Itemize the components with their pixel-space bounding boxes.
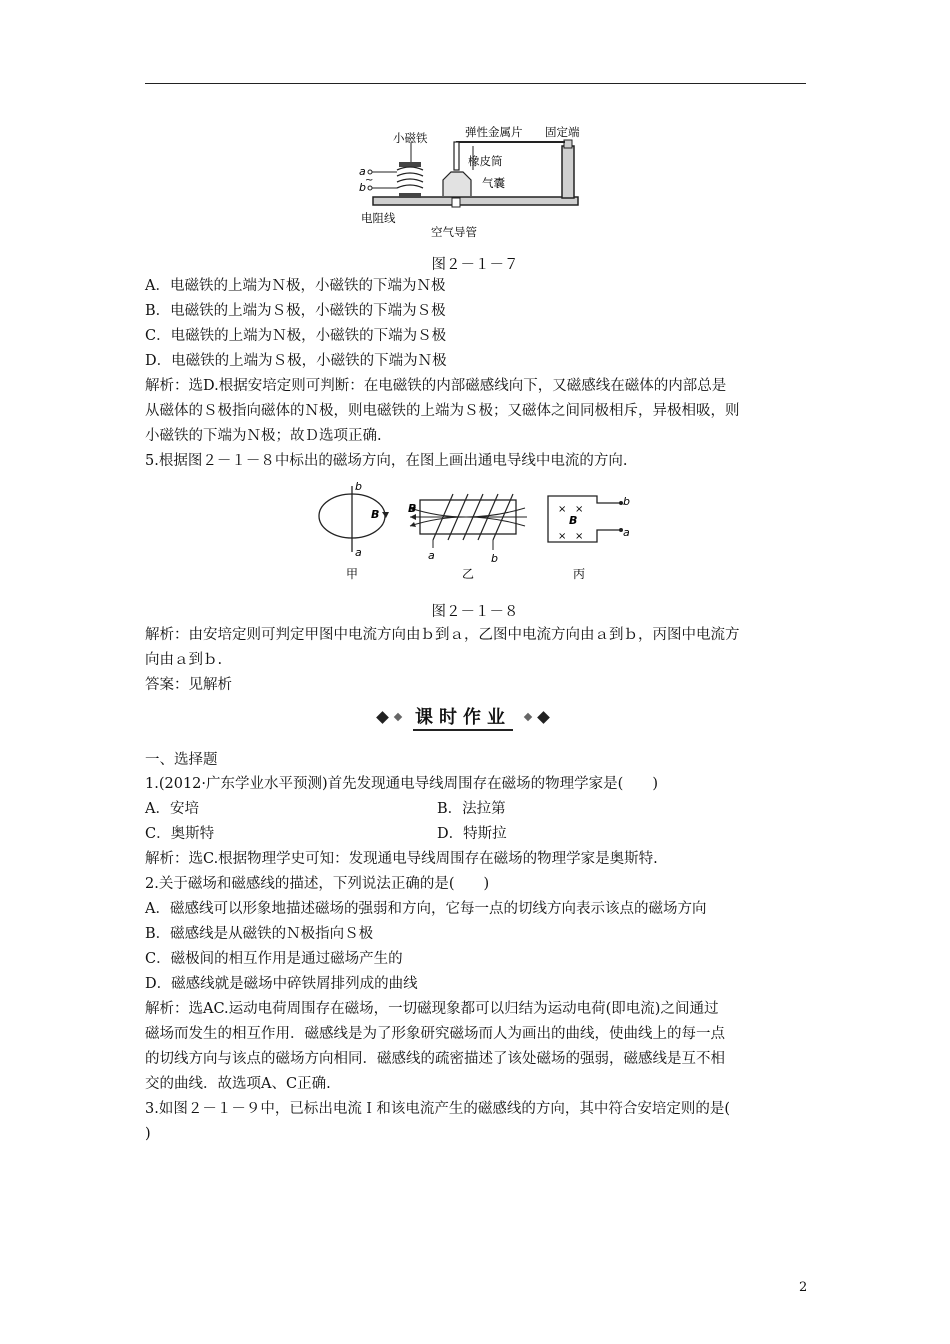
fig8-yi-label: 乙 xyxy=(462,567,475,581)
q4-option-c: C．电磁铁的上端为Ｎ极，小磁铁的下端为Ｓ极 xyxy=(145,328,447,344)
q1-question: 1.(2012·广东学业水平预测)首先发现通电导线周围存在磁场的物理学家是( ) xyxy=(145,776,658,792)
page-number: 2 xyxy=(799,1280,808,1295)
label-metal-sheet: 弹性金属片 xyxy=(465,125,523,139)
fig8-jia-a: a xyxy=(355,546,362,559)
q4-option-d: D．电磁铁的上端为Ｓ极，小磁铁的下端为Ｎ极 xyxy=(145,353,447,369)
fig8-jia-B: B xyxy=(371,508,380,521)
q4-option-b: B．电磁铁的上端为Ｓ极，小磁铁的下端为Ｓ极 xyxy=(145,303,446,319)
label-a: a xyxy=(359,165,366,178)
diamond-icon xyxy=(537,711,550,724)
label-tilde: ~ xyxy=(365,175,374,186)
diamond-small-icon xyxy=(524,713,532,721)
fig8-yi-b: b xyxy=(491,552,498,565)
fig8-bing-b: b xyxy=(623,495,630,508)
q2-analysis-line-2: 磁场而发生的相互作用．磁感线是为了形象研究磁场而人为画出的曲线，使曲线上的每一点 xyxy=(145,1026,725,1042)
q2-option-a: A．磁感线可以形象地描述磁场的强弱和方向，它每一点的切线方向表示该点的磁场方向 xyxy=(145,901,707,917)
q2-option-d: D．磁感线就是磁场中碎铁屑排列成的曲线 xyxy=(145,976,418,992)
label-fixed-end: 固定端 xyxy=(545,125,580,139)
q1-option-c: C．奥斯特 xyxy=(145,826,215,842)
q1-analysis: 解析：选C.根据物理学史可知：发现通电导线周围存在磁场的物理学家是奥斯特. xyxy=(145,851,658,867)
figure-2-1-7 xyxy=(355,118,590,242)
fig8-bing-x1: × xyxy=(558,504,567,515)
q5-analysis-line-1: 解析：由安培定则可判定甲图中电流方向由ｂ到ａ，乙图中电流方向由ａ到ｂ，丙图中电流方 xyxy=(145,627,740,643)
diamond-small-icon xyxy=(394,713,402,721)
fig8-yi-a: a xyxy=(428,549,435,562)
q2-option-b: B．磁感线是从磁铁的Ｎ极指向Ｓ极 xyxy=(145,926,374,942)
fig8-jia-b: b xyxy=(355,480,362,493)
q1-option-b: B．法拉第 xyxy=(437,801,506,817)
q2-analysis-line-3: 的切线方向与该点的磁场方向相同．磁感线的疏密描述了该处磁场的强弱，磁感线是互不相 xyxy=(145,1051,725,1067)
q5-answer: 答案：见解析 xyxy=(145,677,232,693)
fig8-bing-label: 丙 xyxy=(573,567,586,581)
q2-analysis-line-4: 交的曲线．故选项A、C正确. xyxy=(145,1076,331,1092)
diamond-icon xyxy=(376,711,389,724)
q3-question-line-1: 3.如图２－１－９中，已标出电流Ｉ和该电流产生的磁感线的方向，其中符合安培定则的是( xyxy=(145,1101,730,1117)
q5-analysis-line-2: 向由ａ到ｂ. xyxy=(145,652,223,668)
label-rubber-tube: 橡皮筒 xyxy=(468,154,503,168)
q1-option-a: A．安培 xyxy=(145,801,199,817)
q4-option-a: A．电磁铁的上端为Ｎ极，小磁铁的下端为Ｎ极 xyxy=(145,278,446,294)
fig8-bing-x2: × xyxy=(575,504,584,515)
fig8-jia-label: 甲 xyxy=(346,567,359,581)
label-b: b xyxy=(359,181,366,194)
section-banner xyxy=(0,703,950,729)
q2-option-c: C．磁极间的相互作用是通过磁场产生的 xyxy=(145,951,403,967)
figure-8-caption: 图２－１－８ xyxy=(431,604,519,620)
section-heading: 一、选择题 xyxy=(145,752,218,768)
label-resistance-wire: 电阻线 xyxy=(361,211,396,225)
q3-question-line-2: ) xyxy=(145,1126,151,1142)
fig8-bing-x3: × xyxy=(558,531,567,542)
fig8-bing-x4: × xyxy=(575,531,584,542)
q4-analysis-line-1: 解析：选D.根据安培定则可判断：在电磁铁的内部磁感线向下，又磁感线在磁体的内部总是 xyxy=(145,378,727,394)
label-small-magnet: 小磁铁 xyxy=(393,131,428,145)
q4-analysis-line-3: 小磁铁的下端为Ｎ极；故Ｄ选项正确. xyxy=(145,428,382,444)
q5-question: 5.根据图２－１－８中标出的磁场方向，在图上画出通电导线中电流的方向. xyxy=(145,453,628,469)
label-air-bag: 气囊 xyxy=(482,176,505,190)
header-rule xyxy=(145,83,806,84)
fig8-bing-B: B xyxy=(569,514,578,527)
q1-option-d: D．特斯拉 xyxy=(437,826,507,842)
banner-title: 课时作业 xyxy=(413,703,513,731)
q4-analysis-line-2: 从磁体的Ｓ极指向磁体的Ｎ极，则电磁铁的上端为Ｓ极；又磁体之间同极相斥，异极相吸，则 xyxy=(145,403,740,419)
fig8-bing-a: a xyxy=(623,526,630,539)
q2-question: 2.关于磁场和磁感线的描述，下列说法正确的是( ) xyxy=(145,876,490,892)
figure-7-caption: 图２－１－７ xyxy=(431,257,519,273)
fig8-yi-B: B xyxy=(408,502,417,515)
q2-analysis-line-1: 解析：选AC.运动电荷周围存在磁场，一切磁现象都可以归结为运动电荷(即电流)之间通过 xyxy=(145,1001,719,1017)
label-air-pipe: 空气导管 xyxy=(431,225,477,239)
figure-2-1-8 xyxy=(315,478,645,588)
